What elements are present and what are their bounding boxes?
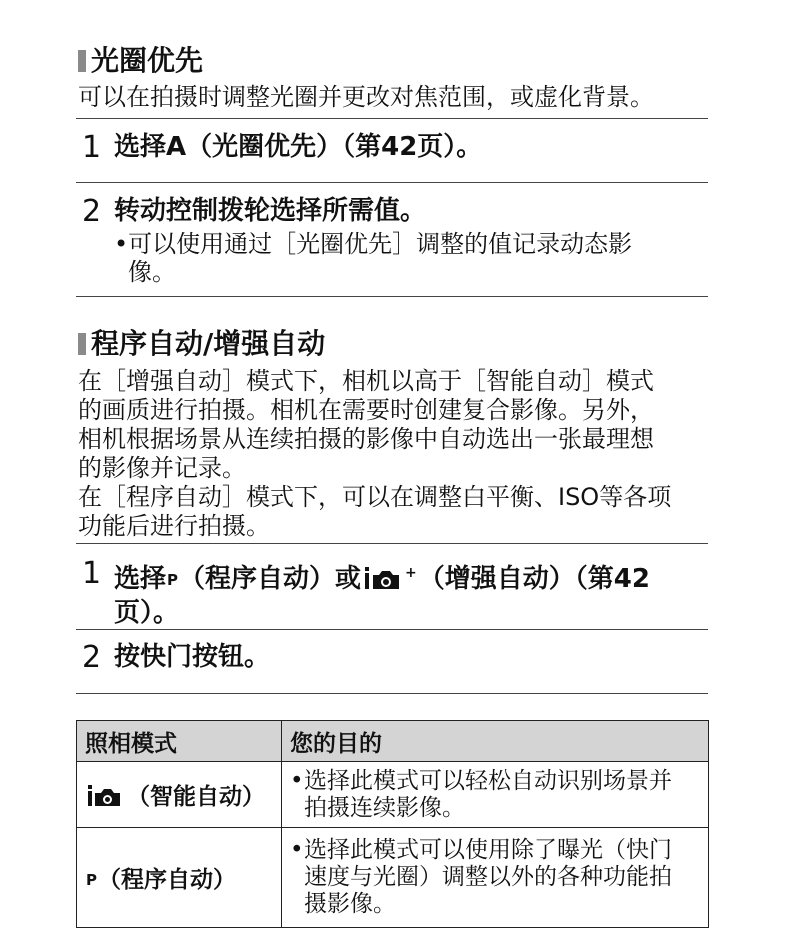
aperture-step-2-bullet: •可以使用通过［光圈优先］调整的值记录动态影 像。 [114, 230, 633, 286]
section-title-program [78, 327, 325, 361]
step-text: 按快门按钮。 [114, 642, 271, 672]
step-number: 1 [82, 130, 102, 165]
step-text: 选择A（光圈优先）（第42页）。 [114, 132, 483, 162]
step-number: 1 [82, 556, 102, 591]
mode-cell: （智能自动） [77, 762, 282, 828]
column-header: 您的目的 [282, 721, 709, 762]
mode-cell: P（程序自动） [77, 828, 282, 928]
section-title-text: 程序自动/增强自动 [91, 327, 326, 360]
section-title-text: 光圈优先 [91, 44, 204, 77]
column-header: 照相模式 [77, 721, 282, 762]
purpose-cell: • 选择此模式可以轻松自动识别场景并 拍摄连续影像。 [282, 762, 709, 828]
step-number: 2 [82, 640, 102, 675]
aperture-description: 可以在拍摄时调整光圈并更改对焦范围，或虚化背景。 [78, 83, 654, 111]
divider [76, 118, 708, 119]
p-mode-mark: P [167, 571, 179, 589]
divider [76, 296, 708, 297]
section-title-aperture [78, 44, 203, 78]
section-marker [78, 50, 86, 72]
divider [76, 543, 708, 544]
step-text: 选择P（程序自动）或 + （增强自动）（第42 页）。 [114, 557, 650, 630]
superior-auto-icon: + [363, 557, 417, 590]
purpose-cell: • 选择此模式可以使用除了曝光（快门 速度与光圈）调整以外的各种功能拍 摄影像。 [282, 828, 709, 928]
program-description: 在［增强自动］模式下，相机以高于［智能自动］模式 的画质进行拍摄。相机在需要时创建复合影像。另外， 相机根据场景从连续拍摄的影像中自动选出一张最理想 的影像并记录。 在［程序自动］模式下，可以在调整白平衡、ISO等各项 功能后进行拍摄。 [78, 367, 672, 540]
mode-table [76, 720, 709, 928]
intelligent-auto-icon [87, 783, 125, 807]
table-row [77, 762, 709, 828]
divider [76, 182, 708, 183]
p-mode-mark: P [86, 871, 97, 889]
divider [76, 693, 708, 694]
step-number: 2 [82, 194, 102, 229]
table-row [77, 828, 709, 928]
divider [76, 629, 708, 630]
section-marker [78, 333, 86, 355]
table-header-row [77, 721, 709, 762]
step-text: 转动控制拨轮选择所需值。 [114, 196, 427, 226]
